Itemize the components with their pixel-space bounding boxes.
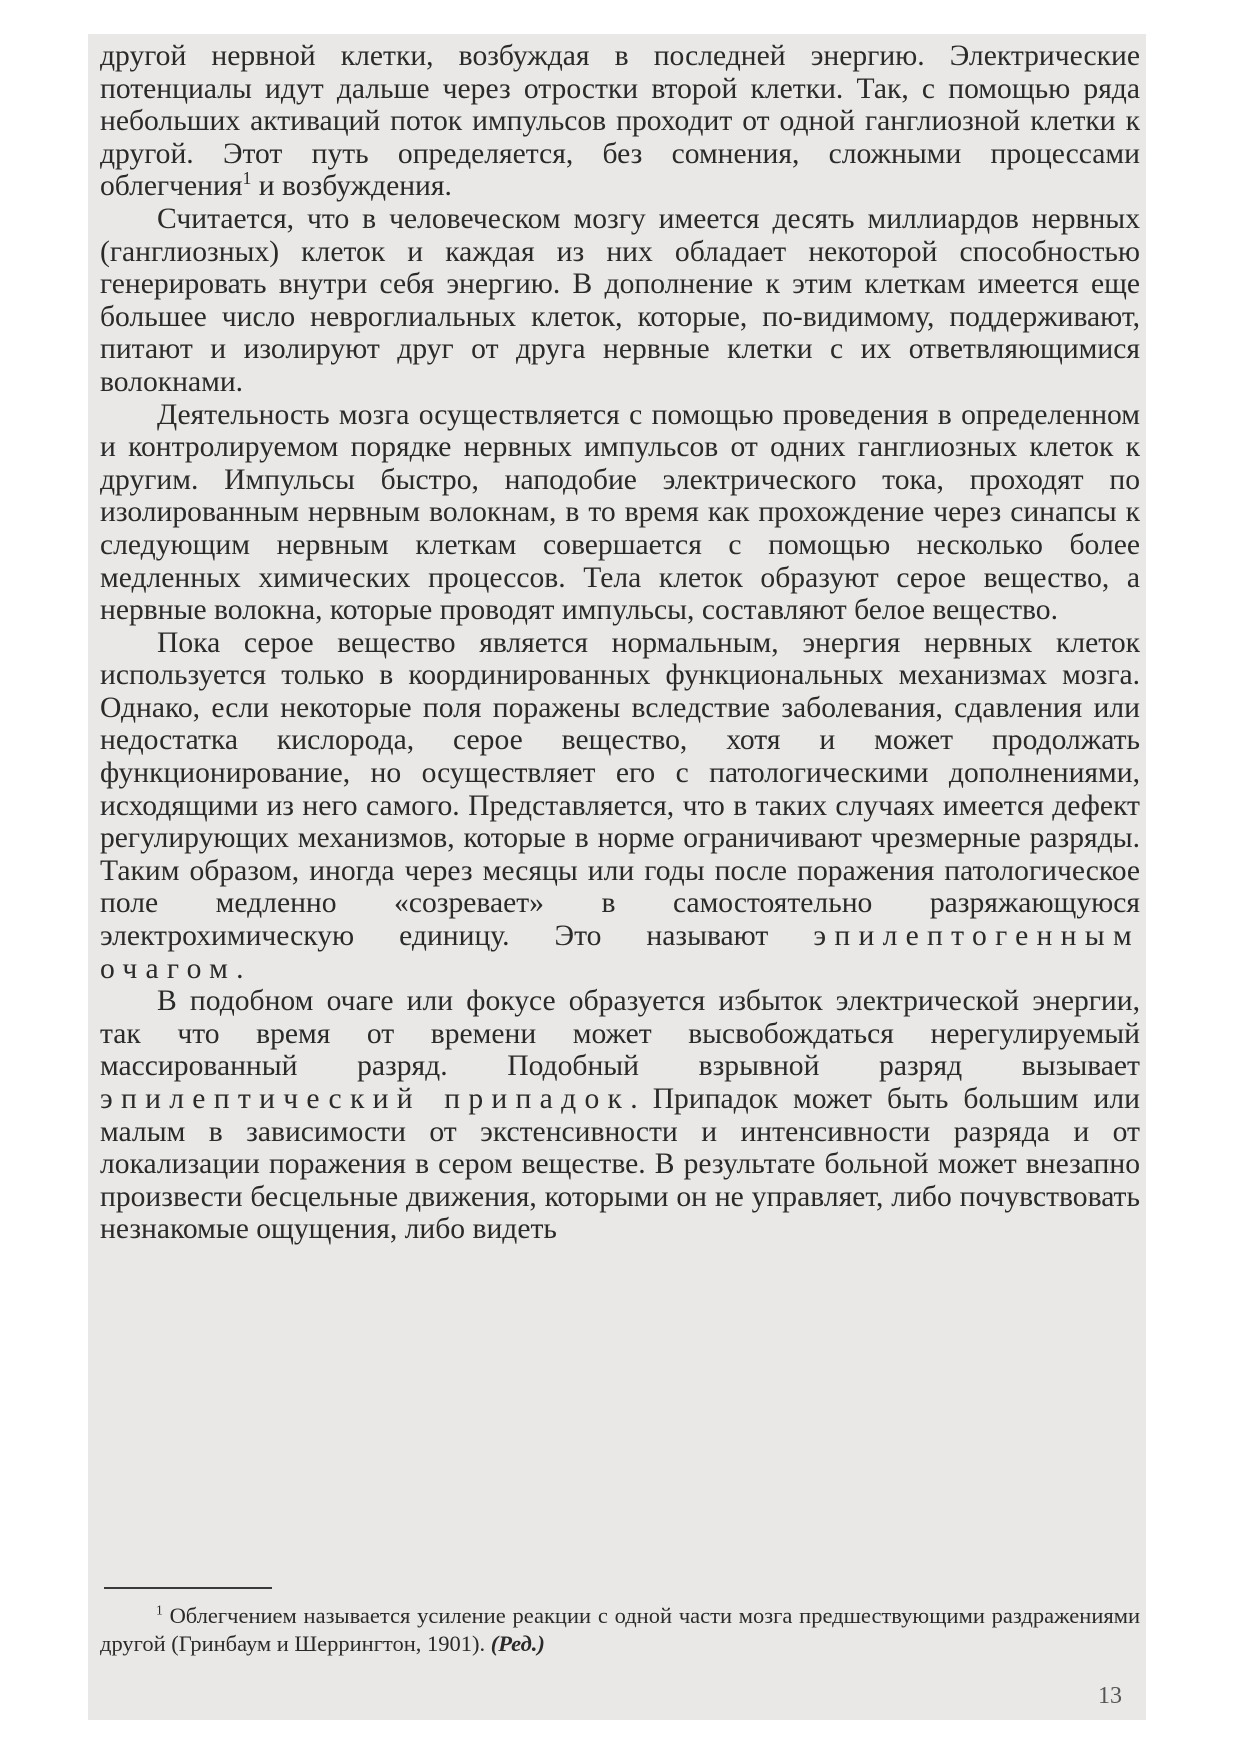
- paragraph-5-continuation: Припадок может быть большим или малым в зависимости от экстенсивности и интенсивности разряда и от локализации поражения в сером веществе. В результате больной может внезапно произвести бесцельные движения, которыми он не управляет, либо почувствовать незнакомые ощущения, либо видеть: [100, 1083, 1140, 1246]
- term-epileptogenic-focus: эпилептогенным очагом: [100, 920, 1140, 985]
- footnote-divider: [104, 1587, 272, 1589]
- paragraph-2: Считается, что в человеческом мозгу имеется десять миллиардов нервных (ганглиозных) клеток и каждая из них обладает некоторой способностью генерировать внутри себя энергию. В дополнение к этим клеткам имеется еще большее число невроглиальных клеток, которые, по-видимому, поддерживают, питают и изолируют друг от друга нервные клетки с их ответвляющимися волокнами.: [100, 202, 1140, 398]
- body-text: [100, 40, 1140, 1246]
- paragraph-4-text: Пока серое вещество является нормальным, энергия нервных клеток используется только в координированных функциональных механизмах мозга. Однако, если некоторые поля поражены вследствие заболевания, сдавления или недостатка кислорода, серое вещество, хотя и может продолжать функционирование, но осуществляет его с патологическими дополнениями, исходящими из него самого. Представляется, что в таких случаях имеется дефект регулирующих механизмов, которые в норме ограничивают чрезмерные разряды. Таким образом, иногда через месяцы или годы после поражения патологическое поле медленно «созревает» в самостоятельно разряжающуюся электрохимическую единицу. Это называют: [100, 626, 1140, 953]
- paragraph-5-dot: .: [630, 1083, 638, 1115]
- paragraph-3: Деятельность мозга осуществляется с помощью проведения в определенном и контролируемом порядке нервных импульсов от одних ганглиозных клеток к другим. Импульсы быстро, наподобие электрического тока, проходят по изолированным нервным волокнам, в то время как прохождение через синапсы к следующим нервным клеткам совершается с помощью несколько более медленных химических процессов. Тела клеток образуют серое вещество, а нервные волокна, которые проводят импульсы, составляют белое вещество.: [100, 398, 1140, 627]
- paragraph-4-dot: .: [236, 952, 244, 985]
- paragraph-4: [100, 627, 1140, 986]
- footnote-reference: 1: [242, 168, 252, 189]
- paragraph-1: [100, 40, 1140, 203]
- footnote: [100, 1602, 1140, 1658]
- paragraph-1-end: и возбуждения.: [258, 170, 452, 203]
- footnote-marker: 1: [156, 1602, 163, 1618]
- page-number: 13: [1098, 1683, 1122, 1709]
- paragraph-1-text: другой нервной клетки, возбуждая в последней энергию. Электрические потенциалы идут дальше через отростки второй клетки. Так, с помощью ряда небольших активаций поток импульсов проходит от одной ганглиозной клетки к другой. Этот путь определяется, без сомнения, сложными процессами облегчения: [100, 40, 1140, 203]
- paragraph-5-text: В подобном очаге или фокусе образуется избыток электрической энергии, так что время от времени может высвобождаться нерегулируемый массированный разряд. Подобный взрывной разряд вызывает: [100, 985, 1140, 1083]
- footnote-text: Облегчением называется усиление реакции с одной части мозга предшествующими раздражениями другой (Гринбаум и Шеррингтон, 1901).: [100, 1603, 1141, 1656]
- term-epileptic-seizure: эпилептический припадок: [100, 1083, 631, 1115]
- paragraph-5: [100, 985, 1140, 1246]
- footnote-editor-note: (Ред.): [490, 1631, 545, 1656]
